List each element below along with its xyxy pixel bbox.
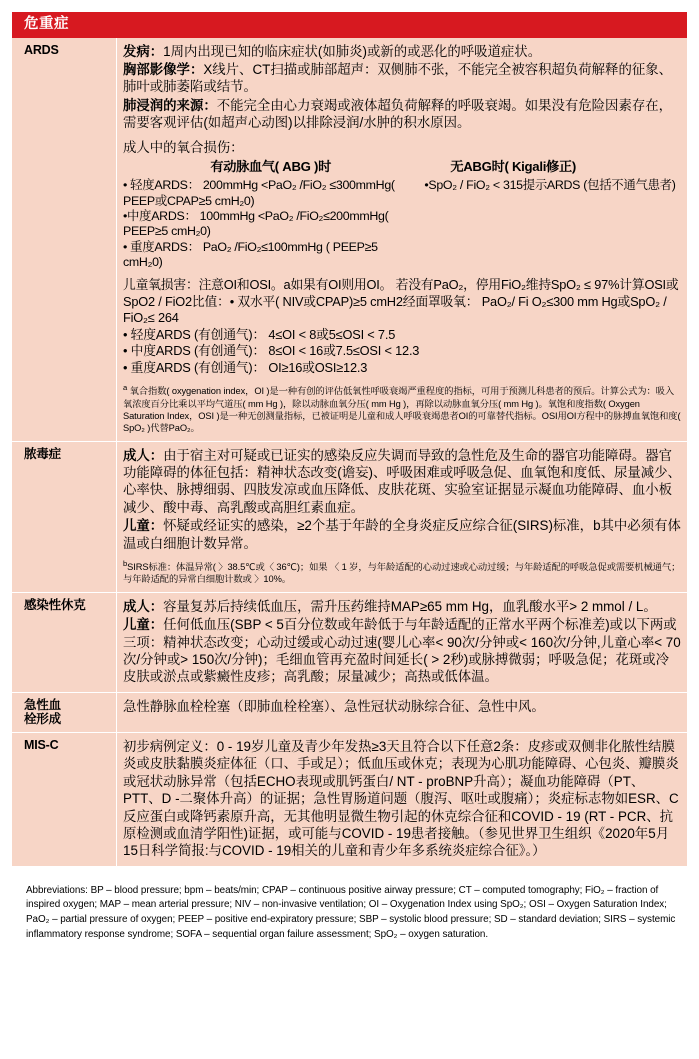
row-body-ards (117, 38, 688, 442)
ards-infiltrate-text: 不能完全由心力衰竭或液体超负荷解释的呼吸衰竭。如果没有危险因素存在，需要客观评估(如超声心动图)以排除浸润/水肿的积水原因。 (123, 97, 673, 131)
ards-abg-without-title: 无ABG时( Kigali修正) (450, 159, 576, 175)
ards-infiltrate-lead: 肺浸润的来源： (123, 97, 217, 113)
abbreviations-note: Abbreviations: BP – blood pressure; bpm – beats/min; CPAP – continuous positive airway pressure; CT – computed tomography; FiO₂ – fraction of inspired oxygen; MAP – mean arterial pressure; NIV – non-invasive ventilation; OI – Oxygenation Index using SpO₂; OSI – Oxygen Saturation Index; PaO₂ – partial pressure of oxygen; PEEP – positive end-expiratory pressure; SBP – systolic blood pressure; SD – standard deviation; SIRS – systemic inflammatory response syndrome; SOFA – sequential organ failure assessment; SpO₂ – oxygen saturation. (26, 884, 676, 940)
row-body-sepsis (117, 441, 688, 592)
sepsis-adult-text: 由于宿主对可疑或已证实的感染反应失调而导致的急性危及生命的器官功能障碍。器官功能障碍的体征包括：精神状态改变(谵妄)、呼吸困难或呼吸急促、血氧饱和度低、尿量减少、心率快、脉搏细弱、四肢发凉或血压降低、皮肤花斑、实验室证据显示凝血功能障碍、血小板减少、酸中毒、高乳酸或高胆红素血症。 (123, 447, 681, 515)
ards-abg-without-item: •SpO₂ / FiO₂ < 315提示ARDS (包括不通气患者) (424, 178, 676, 193)
row-label-septic-shock: 感染性休克 (12, 592, 117, 692)
ards-abg-with-item: • 轻度ARDS： 200mmHg <PaO₂ /FiO₂ ≤300mmHg( PEEP或CPAP≥5 cmH₂0) (123, 178, 395, 208)
row-label-line: 急性血 (24, 697, 61, 712)
sepsis-adult-paragraph (123, 447, 681, 517)
table-row (12, 692, 687, 732)
ards-onset-paragraph (123, 43, 681, 60)
mis-c-text: 初步病例定义：0 - 19岁儿童及青少年发热≥3天且符合以下任意2条：皮疹或双侧非化脓性结膜炎或皮肤黏膜炎症体征（口、手或足）；低血压或休克；表现为心肌功能障碍、心包炎、瓣膜炎或冠状动脉异常（包括ECHO表现或肌钙蛋白/ NT - proBNP升高）；凝血功能障碍（PT、PTT、D -二聚体升高）的证据；急性胃肠道问题（腹泻、呕吐或腹痛）；炎症标志物如ESR、C反应蛋白或降钙素原升高，无其他明显微生物引起的休克综合征和COVID - 19 (RT - PCR、抗原检测或血清学阳性)证据，或可能与COVID - 19患者接触。（参见世界卫生组织《2020年5月15日科学简报:与COVID - 19相关的儿童和青少年多系统炎症综合征》。） (123, 738, 679, 859)
ards-abg-with-column (123, 158, 424, 270)
septic-shock-adult-paragraph (123, 598, 681, 615)
ards-abg-without-column (424, 158, 681, 270)
row-label-acute-thrombosis (12, 692, 117, 732)
row-label-line: 栓形成 (24, 711, 61, 726)
septic-shock-children-text: 任何低血压(SBP < 5百分位数或年龄低于与年龄适配的正常水平两个标准差)或以下两或三项：精神状态改变；心动过缓或心动过速(婴儿心率< 90次/分钟或< 160次/分钟,儿童心率< 70次/分钟或> 150次/分钟)；毛细血管再充盈时间延长( > 2秒)或脉搏微弱；呼吸急促；花斑或冷皮肤或淤点或紫癜性皮疹；高乳酸；尿量减少；高热或低体温。 (123, 617, 681, 685)
ards-children-bullets (123, 327, 681, 377)
spacer (123, 132, 681, 139)
table-row (12, 441, 687, 592)
ards-infiltrate-paragraph (123, 97, 681, 132)
septic-shock-children-paragraph (123, 616, 681, 686)
ards-imaging-lead: 胸部影像学： (123, 61, 204, 77)
row-body-acute-thrombosis (117, 692, 688, 732)
row-label-ards: ARDS (12, 38, 117, 442)
table-row (12, 38, 687, 442)
ards-adult-oxygenation-heading: 成人中的氧合损伤： (123, 139, 244, 155)
ards-imaging-text: X线片、CT扫描或肺部超声：双侧肺不张，不能完全被容积超负荷解释的征象、肺叶或肺萎陷或结节。 (123, 61, 673, 95)
sepsis-children-lead: 儿童： (123, 518, 164, 534)
ards-children-bullet: • 重度ARDS (有创通气)： OI≥16或OSI≥12.3 (123, 359, 368, 375)
ards-abg-with-item: • 重度ARDS： PaO₂ /FiO₂≤100mmHg ( PEEP≥5 cmH₂0) (123, 239, 378, 270)
ards-footnote-marker: a (123, 383, 128, 393)
ards-children-bullet: • 轻度ARDS (有创通气)： 4≤OI < 8或5≤OSI < 7.5 (123, 326, 396, 342)
sepsis-footnote (123, 559, 681, 586)
table-header-title: 危重症 (12, 12, 687, 38)
ards-footnote (123, 383, 681, 434)
sepsis-footnote-text: SIRS标准：体温异常( 〉38.5℃或〈 36℃)；如果 〈 1 岁，与年龄适配的心动过速或心动过缓；与年龄适配的呼吸急促或需要机械通气；与年龄适配的异常白细胞计数或 〉10%。 (123, 562, 681, 585)
sepsis-children-paragraph (123, 517, 681, 552)
sepsis-children-text: 怀疑或经证实的感染，≥2个基于年龄的全身炎症反应综合征(SIRS)标准，b其中必须有体温或白细胞计数异常。 (123, 518, 681, 551)
row-body-septic-shock (117, 592, 688, 692)
row-label-mis-c: MIS-C (12, 732, 117, 865)
septic-shock-adult-lead: 成人： (123, 598, 164, 614)
ards-children-oxygenation-text: 儿童氧损害：注意OI和OSI。a如果有OI则用OI。 若没有PaO₂，停用FiO₂维持SpO₂ ≤ 97%计算OSI或SpO2 / FiO2比值：• 双水平( NIV或CPAP)≥5 cmH2经面罩吸氧： PaO₂/ Fi O₂≤300 mm Hg或SpO₂ / FiO₂≤ 264 (123, 277, 679, 326)
critical-illness-table (12, 38, 687, 866)
ards-footnote-text: 氧合指数( oxygenation index，OI )是一种有创的评估低氧性呼吸衰竭严重程度的指标，可用于预测儿科患者的预后。计算公式为：吸入氧浓度百分比乘以平均气道压( mm Hg )，除以动脉血氧分压( mm Hg )，再除以动脉血氧分压( mm Hg )。氧饱和度指数( Oxygen Saturation Index，OSI )是一种无创测量指标，已被证明是儿童和成人呼吸衰竭患者OI的可靠替代指标。OSI用OI方程中的脉搏血氧饱和度( SpO₂ )代替PaO₂。 (123, 386, 681, 434)
row-label-sepsis: 脓毒症 (12, 441, 117, 592)
table-row (12, 732, 687, 865)
table-row (12, 592, 687, 692)
ards-abg-two-column-block (123, 158, 681, 270)
ards-abg-with-title: 有动脉血气( ABG )时 (210, 159, 331, 175)
acute-thrombosis-text: 急性静脉血栓栓塞（即肺血栓栓塞）、急性冠状动脉综合征、急性中风。 (123, 698, 545, 714)
septic-shock-children-lead: 儿童： (123, 617, 164, 633)
ards-imaging-paragraph (123, 61, 681, 96)
ards-onset-text: 1周内出现已知的临床症状(如肺炎)或新的或恶化的呼吸道症状。 (163, 43, 542, 59)
ards-abg-with-item: •中度ARDS： 100mmHg <PaO₂ /FiO₂≤200mmHg( PEEP≥5 cmH₂0) (123, 208, 389, 239)
row-body-mis-c (117, 732, 688, 865)
ards-onset-lead: 发病： (123, 43, 164, 59)
ards-children-bullet: • 中度ARDS (有创通气)： 8≤OI < 16或7.5≤OSI < 12.3 (123, 343, 420, 359)
sepsis-adult-lead: 成人： (123, 447, 164, 463)
sepsis-footnote-marker: b (123, 559, 128, 569)
spacer (123, 270, 681, 277)
septic-shock-adult-text: 容量复苏后持续低血压，需升压药维持MAP≥65 mm Hg，血乳酸水平> 2 mmol / L。 (163, 598, 657, 614)
